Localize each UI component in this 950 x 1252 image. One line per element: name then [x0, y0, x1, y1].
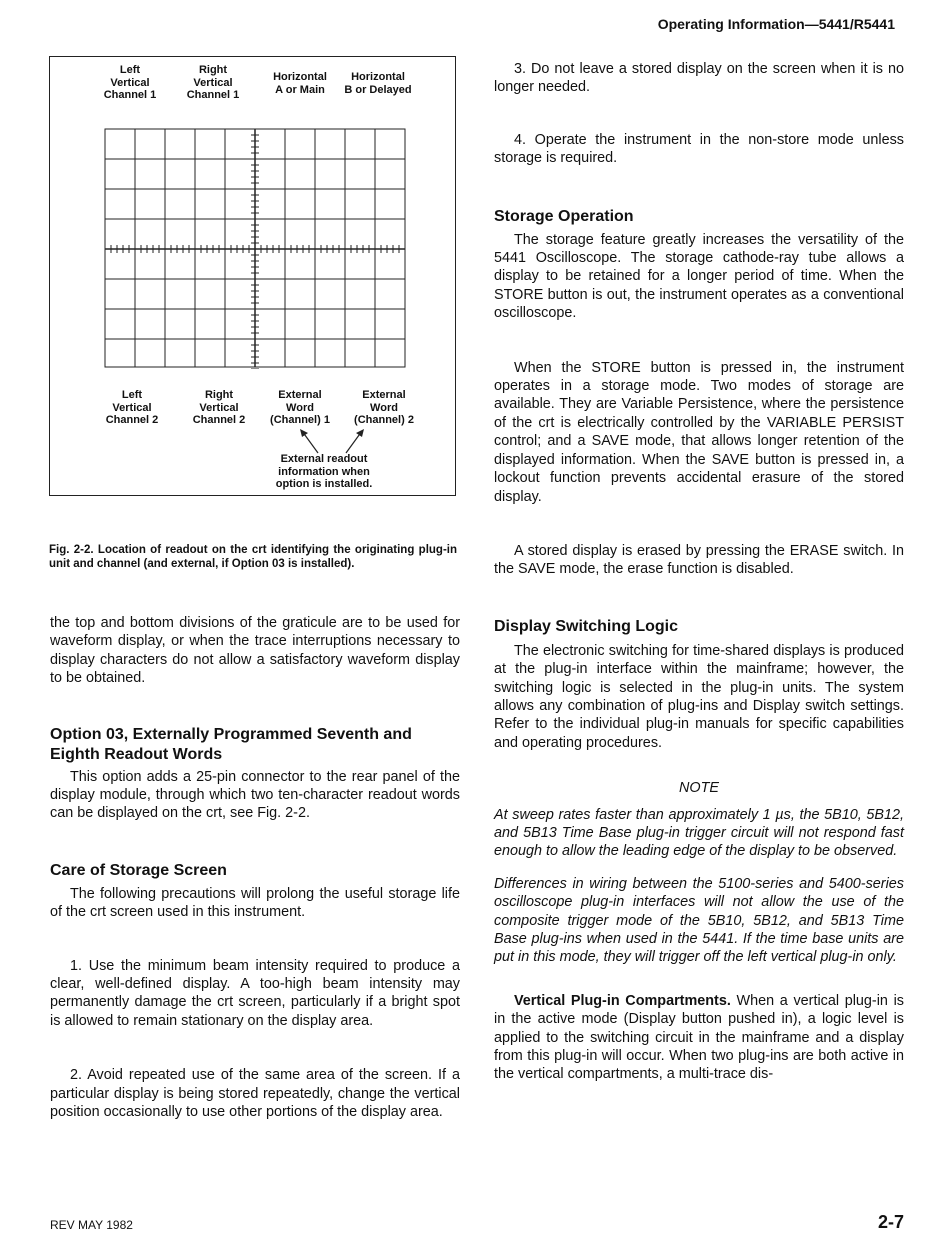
run-in-heading: Vertical Plug-in Compartments.	[514, 992, 731, 1009]
note-title: NOTE	[679, 780, 719, 797]
paragraph: This option adds a 25-pin connector to the rear panel of the display module, through which two ten-character readout words can be displayed on the crt, see Fig. 2-2.	[50, 768, 460, 822]
paragraph	[494, 992, 904, 1084]
left-column	[50, 614, 460, 1122]
section-heading: Option 03, Externally Programmed Seventh and Eighth Readout Words	[50, 725, 412, 763]
crt-graticule	[103, 123, 409, 369]
note-paragraph: At sweep rates faster than approximately 1 µs, the 5B10, 5B12, and 5B13 Time Base plug-in trigger circuit will not respond fast enough to allow the leading edge of the display to be observed.	[494, 806, 904, 860]
figure-caption: Fig. 2-2. Location of readout on the crt identifying the originating plug-in unit and channel (and external, if Option 03 is installed).	[49, 544, 457, 570]
list-item: 3. Do not leave a stored display on the screen when it is no longer needed.	[494, 61, 904, 96]
label-left-vertical-ch1: Left Vertical Channel 1	[103, 64, 157, 101]
label-horizontal-a: Horizontal A or Main	[273, 71, 327, 96]
label-external-word-2: External Word (Channel) 2	[354, 389, 414, 426]
list-item: 1. Use the minimum beam intensity required to produce a clear, well-defined display. A too-high beam intensity may permanently damage the crt screen, particularly if a bright spot is allowed to remain stationary on the display area.	[50, 957, 460, 1029]
label-left-vertical-ch2: Left Vertical Channel 2	[105, 389, 159, 426]
revision-date: REV MAY 1982	[50, 1218, 133, 1232]
label-right-vertical-ch1: Right Vertical Channel 1	[186, 64, 240, 101]
paragraph: The electronic switching for time-shared displays is produced at the plug-in interface within the mainframe; however, the switching logic is selected in the plug-in units. The system allows any combination of plug-ins and Display switch settings. Refer to the individual plug-in manuals for specific capabilities and operating procedures.	[494, 642, 904, 751]
paragraph: the top and bottom divisions of the graticule are to be used for waveform display, or when the trace interruptions necessary to display characters do not allow a satisfactory waveform display to be obtained.	[50, 615, 460, 687]
paragraph: The following precautions will prolong the useful storage life of the crt screen used in this instrument.	[50, 885, 460, 921]
section-heading: Care of Storage Screen	[50, 861, 227, 879]
note-paragraph: Differences in wiring between the 5100-series and 5400-series oscilloscope plug-in interfaces will not allow the use of the composite trigger mode of the 5B10, 5B12, and 5B13 Time Base plug-ins when used in the 5441. If the time base units are put in this mode, they will trigger off the left vertical plug-in only.	[494, 875, 904, 966]
paragraph: When the STORE button is pressed in, the instrument operates in a storage mode. Two modes of storage are available. They are Variable Persistence, where the persistence of the crt is electrically controlled by the VARIABLE PERSIST control; and a SAVE mode, that allows longer retention of the displayed information. When the SAVE button is pressed in, a lockout function prevents accidental erasure of the stored display.	[494, 359, 904, 505]
note-block	[494, 806, 904, 967]
right-column	[494, 60, 904, 1084]
figure-frame	[49, 56, 456, 496]
page-header: Operating Information—5441/R5441	[657, 16, 895, 32]
section-heading: Storage Operation	[494, 207, 634, 225]
page-number: 2-7	[877, 1212, 904, 1232]
paragraph: The storage feature greatly increases the versatility of the 5441 Oscilloscope. The storage cathode-ray tube allows a display to be retained for a longer period of time. When the STORE button is out, the instrument operates as a conventional oscilloscope.	[494, 231, 904, 322]
list-item: 4. Operate the instrument in the non-store mode unless storage is required.	[494, 131, 904, 167]
external-readout-note: External readout information when option is installed.	[275, 453, 373, 490]
list-item: 2. Avoid repeated use of the same area of the screen. If a particular display is being stored repeatedly, change the vertical position occasionally to use other portions of the display area.	[50, 1067, 460, 1121]
paragraph-text: When a vertical plug-in is in the active mode (Display button pushed in), a logic level is applied to the switching circuit in the mainframe and a display from this plug-in will occur. When two plug-ins are both active in the vertical compartments, a multi-trace dis-	[494, 992, 904, 1083]
paragraph: A stored display is erased by pressing the ERASE switch. In the SAVE mode, the erase function is disabled.	[494, 542, 904, 578]
label-right-vertical-ch2: Right Vertical Channel 2	[192, 389, 246, 426]
section-heading: Display Switching Logic	[494, 617, 679, 635]
label-external-word-1: External Word (Channel) 1	[270, 389, 330, 426]
label-horizontal-b: Horizontal B or Delayed	[344, 71, 412, 96]
